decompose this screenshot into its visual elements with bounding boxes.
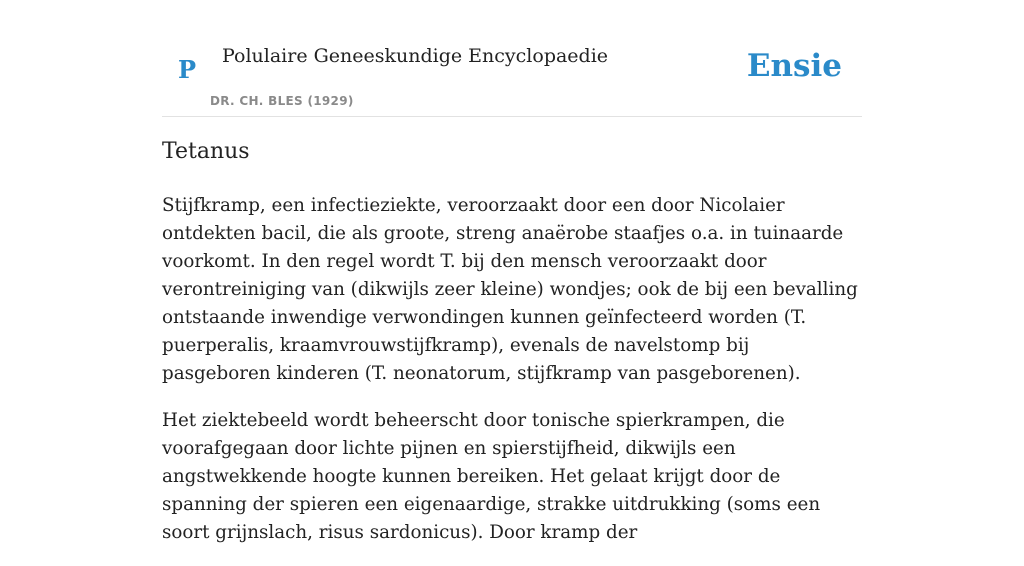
article-title: Tetanus: [162, 139, 250, 164]
header: [162, 0, 862, 117]
article-paragraph: Het ziektebeeld wordt beheerscht door tonische spierkrampen, die voorafgegaan door lichte pijnen en spierstijfheid, dikwijls een angstwekkende hoogte kunnen bereiken. Het gelaat krijgt door de spanning der spieren een eigenaardige, strakke uitdrukking (soms een soort grijnslach, risus sardonicus). Door kramp der: [162, 410, 821, 543]
brand-logo-link[interactable]: Ensie: [746, 48, 842, 84]
source-logo-link[interactable]: P: [178, 55, 197, 84]
source-author: DR. CH. BLES (1929): [210, 94, 354, 108]
article-body: [162, 192, 862, 566]
article-paragraph: Stijfkramp, een infectieziekte, veroorzaakt door een door Nicolaier ontdekten bacil, die als groote, streng anaërobe staafjes o.a. in tuinaarde voorkomt. In den regel wordt T. bij den mensch veroorzaakt door verontreiniging van (dikwijls zeer kleine) wondjes; ook de bij een bevalling ontstaande inwendige verwondingen kunnen geïnfecteerd worden (T. puerperalis, kraamvrouwstijfkramp), evenals de navelstomp bij pasgeboren kinderen (T. neonatorum, stijfkramp van pasgeborenen).: [162, 195, 858, 384]
source-title-link[interactable]: Polulaire Geneeskundige Encyclopaedie: [222, 45, 609, 67]
